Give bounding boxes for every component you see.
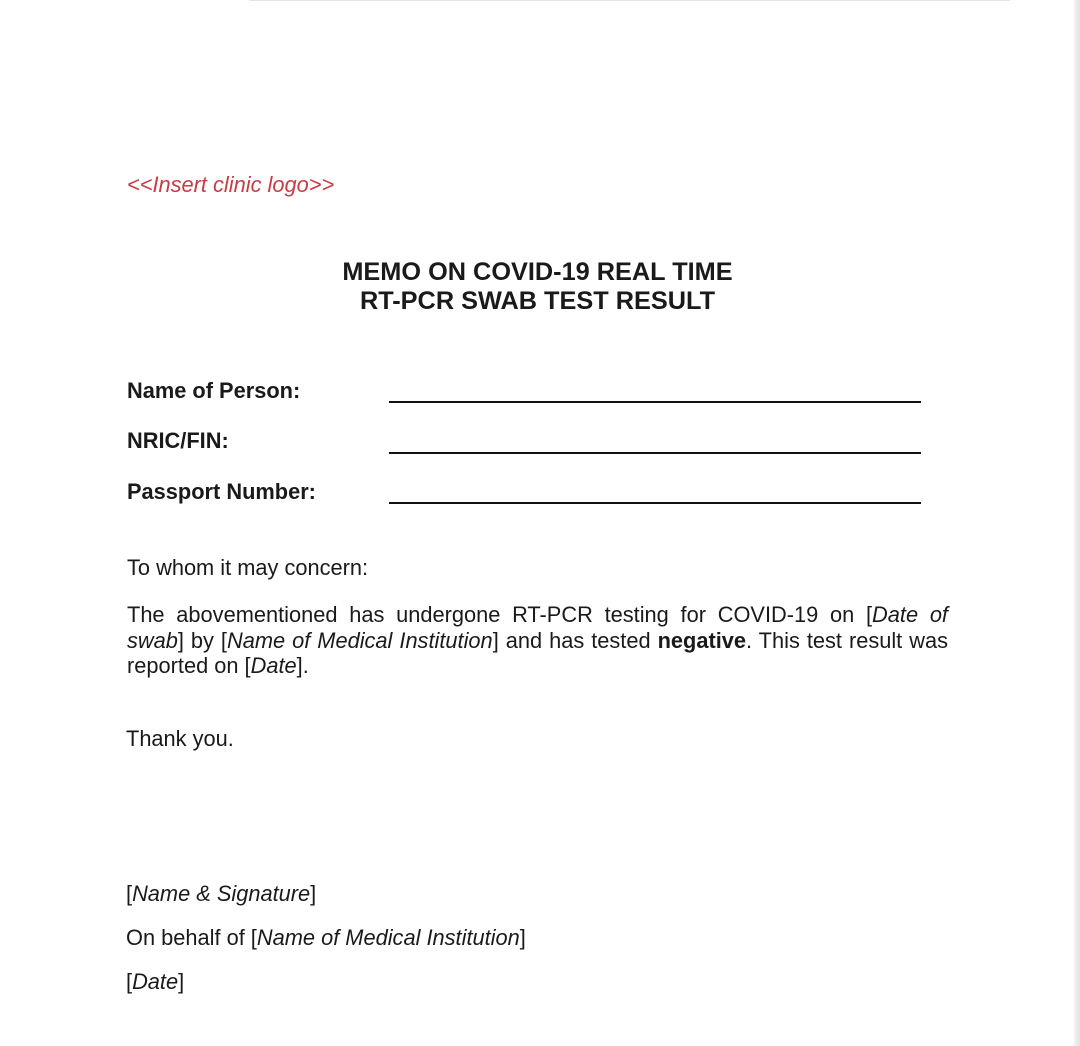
body-placeholder-date-of-swab: Date of swab bbox=[127, 602, 948, 653]
field-passport-number bbox=[0, 479, 1080, 509]
bracket-open: [ bbox=[126, 881, 133, 906]
body-text-segment: The abovementioned has undergone RT-PCR testing for COVID-19 on [ bbox=[127, 602, 873, 627]
field-label-nric-fin: NRIC/FIN: bbox=[127, 428, 229, 453]
title-line-2: RT-PCR SWAB TEST RESULT bbox=[359, 287, 716, 315]
field-nric-fin bbox=[0, 428, 1080, 458]
body-paragraph bbox=[127, 602, 948, 679]
blank-line-name-of-person bbox=[389, 401, 921, 403]
field-label-name-of-person: Name of Person: bbox=[127, 378, 301, 403]
body-result-negative: negative bbox=[657, 627, 747, 653]
bracket-close: ] bbox=[310, 881, 317, 906]
body-text-segment: ] by [ bbox=[177, 627, 227, 653]
signature-behalf-line bbox=[126, 925, 526, 951]
title-line-1: MEMO ON COVID-19 REAL TIME bbox=[342, 258, 733, 286]
bracket-close: ] bbox=[519, 925, 526, 950]
signature-placeholder: Name & Signature bbox=[132, 881, 311, 906]
blank-line-passport-number bbox=[389, 502, 921, 504]
body-text-segment: ]. bbox=[296, 653, 309, 678]
behalf-prefix: On behalf of [ bbox=[126, 925, 257, 950]
body-text-segment: . This test result was reported on [ bbox=[127, 627, 948, 678]
scan-edge-right bbox=[1074, 0, 1080, 1046]
clinic-logo-placeholder: <<Insert clinic logo>> bbox=[127, 172, 335, 197]
body-placeholder-medical-institution: Name of Medical Institution bbox=[227, 627, 493, 653]
salutation: To whom it may concern: bbox=[127, 555, 369, 580]
signature-name-line bbox=[126, 881, 316, 907]
behalf-institution-placeholder: Name of Medical Institution bbox=[256, 925, 520, 950]
memo-title bbox=[0, 258, 1075, 316]
body-placeholder-date: Date bbox=[250, 653, 297, 678]
bracket-close: ] bbox=[178, 969, 185, 994]
closing: Thank you. bbox=[126, 726, 234, 751]
bracket-open: [ bbox=[126, 969, 133, 994]
signature-date-placeholder: Date bbox=[132, 969, 179, 994]
blank-line-nric-fin bbox=[389, 452, 921, 454]
field-label-passport-number: Passport Number: bbox=[127, 479, 316, 504]
field-name-of-person bbox=[0, 378, 1080, 408]
signature-date-line bbox=[126, 969, 184, 995]
body-text-segment: ] and has tested bbox=[492, 627, 658, 653]
scan-edge-top bbox=[250, 0, 1010, 1]
